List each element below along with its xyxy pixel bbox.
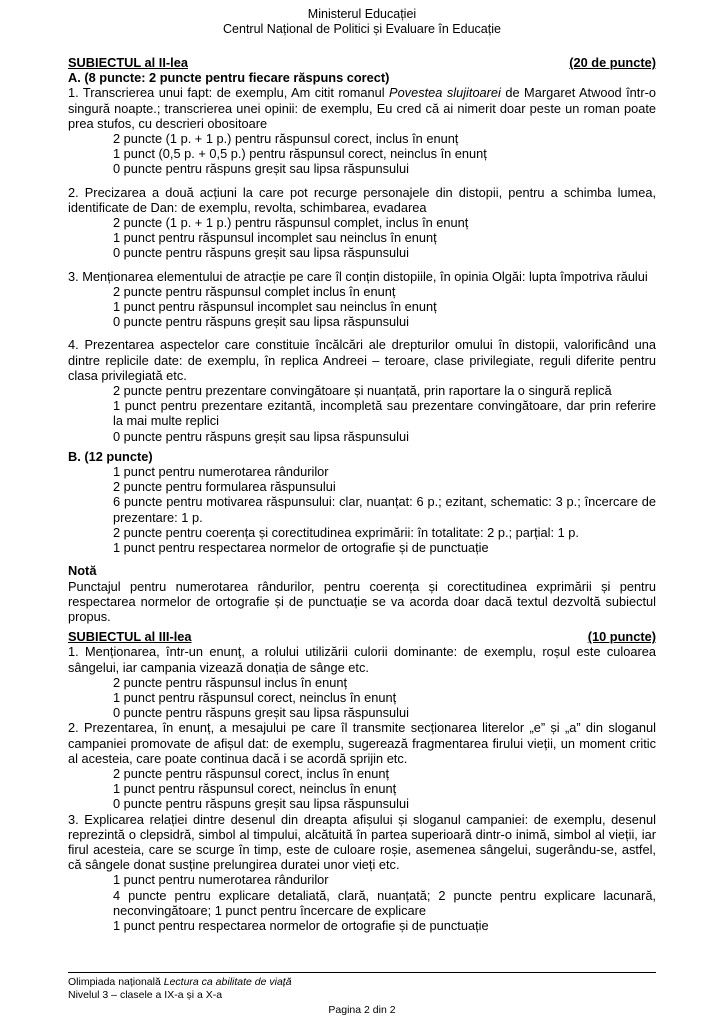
scoring-line: 1 punct (0,5 p. + 0,5 p.) pentru răspunsul corect, neinclus în enunț — [113, 146, 487, 162]
scoring-line: 2 puncte pentru prezentare convingătoare și nuanțată, prin raportare la o singură replică — [113, 383, 612, 399]
section-2-title: SUBIECTUL al II-lea — [68, 55, 188, 70]
scoring-line: 2 puncte (1 p. + 1 p.) pentru răspunsul corect, inclus în enunț — [113, 131, 459, 147]
s2-q1-text: 1. Transcrierea unui fapt: de exemplu, Am citit romanul Povestea slujitoarei de Margaret Atwood într-o singură noapte.; transcrierea unei opinii: de exemplu, Eu cred că ai nimerit doar peste un roman poate prea stufos, cu descrieri obositoare — [68, 85, 656, 131]
section-2-heading — [68, 55, 656, 70]
part-b-heading: B. (12 puncte) — [68, 448, 153, 464]
scoring-line: 1 punct pentru prezentare ezitantă, incompletă sau prezentare convingătoare, dar prin referire la mai multe replici — [113, 398, 656, 429]
content — [68, 55, 656, 933]
scoring-line: 1 punct pentru răspunsul incomplet sau neinclus în enunț — [113, 299, 437, 315]
s2-q4-text: 4. Prezentarea aspectelor care constituie încălcări ale drepturilor omului în distopii, valorificând una dintre replicile date: de exemplu, în replica Andreei – teroare, clase privilegiate, reguli diferite pentru clasa privilegiată etc. — [68, 337, 656, 383]
note-heading: Notă — [68, 563, 97, 579]
s3-q1-text: 1. Menționarea, într-un enunț, a rolului utilizării culorii dominante: de exemplu, roșul este culoarea sângelui, iar campania vizează donația de sânge etc. — [68, 644, 656, 675]
scoring-line: 2 puncte pentru răspunsul complet inclus în enunț — [113, 283, 396, 299]
scoring-line: 1 punct pentru respectarea normelor de ortografie și de punctuație — [113, 917, 489, 933]
header-ministry: Ministerul Educației — [307, 7, 417, 21]
scoring-line: 0 puncte pentru răspuns greșit sau lipsa răspunsului — [113, 161, 409, 177]
s3-q3-text: 3. Explicarea relației dintre desenul din dreapta afișului și sloganul campaniei: de exemplu, desenul reprezintă o clepsidră, simbol al timpului, alcătuită în partea superioară dintr-o inimă, simbol al vieții, iar firul acesteia, care se scurge în timp, este de culoare roșie, asemenea sângelui, sugerându-se, astfel, că sângele donat susține prelungirea duratei unor vieți etc. — [68, 811, 656, 873]
footer-level: Nivelul 3 – clasele a IX-a și a X-a — [68, 988, 223, 1001]
scoring-line: 2 puncte pentru răspunsul inclus în enunț — [113, 674, 348, 690]
scoring-line: 1 punct pentru răspunsul incomplet sau neinclus în enunț — [113, 230, 437, 246]
scoring-line: 6 puncte pentru motivarea răspunsului: clar, nuanțat: 6 p.; ezitant, schematic: 3 p.; încercare de prezentare: 1 p. — [113, 494, 656, 525]
scoring-line: 2 puncte pentru răspunsul corect, inclus în enunț — [113, 765, 390, 781]
scoring-line: 1 punct pentru respectarea normelor de ortografie și de punctuație — [113, 540, 489, 556]
scoring-line: 4 puncte pentru explicare detaliată, clară, nuanțată; 2 puncte pentru explicare lacunară, neconvingătoare; 1 punct pentru încercare de explicare — [113, 887, 656, 918]
scoring-line: 0 puncte pentru răspuns greșit sau lipsa răspunsului — [113, 428, 409, 444]
s2-q2-text: 2. Precizarea a două acțiuni la care pot recurge personajele din distopii, pentru a schimba lumea, identificate de Dan: de exemplu, revolta, schimbarea, evadarea — [68, 184, 656, 215]
scoring-line: 1 punct pentru răspunsul corect, neinclus în enunț — [113, 689, 397, 705]
footer — [68, 972, 656, 1001]
part-a-heading: A. (8 puncte: 2 puncte pentru fiecare răspuns corect) — [68, 70, 390, 86]
footer-olympiad: Olimpiada națională Lectura ca abilitate de viață — [68, 976, 292, 988]
scoring-line: 0 puncte pentru răspuns greșit sau lipsa răspunsului — [113, 796, 409, 812]
scoring-line: 0 puncte pentru răspuns greșit sau lipsa răspunsului — [113, 245, 409, 261]
section-3-title: SUBIECTUL al III-lea — [68, 629, 192, 645]
s2-q3-text: 3. Menționarea elementului de atracție pe care îl conțin distopiile, în opinia Olgăi: lupta împotriva răului — [68, 268, 648, 284]
scoring-line: 0 puncte pentru răspuns greșit sau lipsa răspunsului — [113, 314, 409, 330]
note-text: Punctajul pentru numerotarea rândurilor, pentru coerența și corectitudinea exprimării și pentru respectarea normelor de ortografie și de punctuație se va acorda doar dacă textul dezvoltă subiectul propus. — [68, 578, 656, 624]
s3-q2-text: 2. Prezentarea, în enunț, a mesajului pe care îl transmite secționarea literelor „e” și „a” din sloganul campaniei promovate de afișul dat: de exemplu, sugerează fragmentarea firului vieții, un moment critic al acesteia, care poate continua dacă i se acordă sprijin etc. — [68, 720, 656, 766]
scoring-line: 1 punct pentru numerotarea rândurilor — [113, 464, 329, 480]
page-number: Pagina 2 din 2 — [328, 1004, 396, 1016]
scoring-line: 0 puncte pentru răspuns greșit sau lipsa răspunsului — [113, 705, 409, 721]
scoring-line: 2 puncte pentru formularea răspunsului — [113, 479, 336, 495]
section-3-points: (10 puncte) — [587, 629, 656, 645]
scoring-line: 2 puncte (1 p. + 1 p.) pentru răspunsul complet, inclus în enunț — [113, 215, 469, 231]
section-2-points: (20 de puncte) — [569, 55, 656, 70]
header-center: Centrul Național de Politici și Evaluare în Educație — [223, 22, 501, 36]
scoring-line: 1 punct pentru numerotarea rândurilor — [113, 872, 329, 888]
section-3-heading — [68, 629, 656, 644]
footer-divider — [68, 972, 656, 973]
scoring-line: 1 punct pentru răspunsul corect, neinclus în enunț — [113, 781, 397, 797]
scoring-line: 2 puncte pentru coerența și corectitudinea exprimării: în totalitate: 2 p.; parțial: 1 p. — [113, 524, 579, 540]
